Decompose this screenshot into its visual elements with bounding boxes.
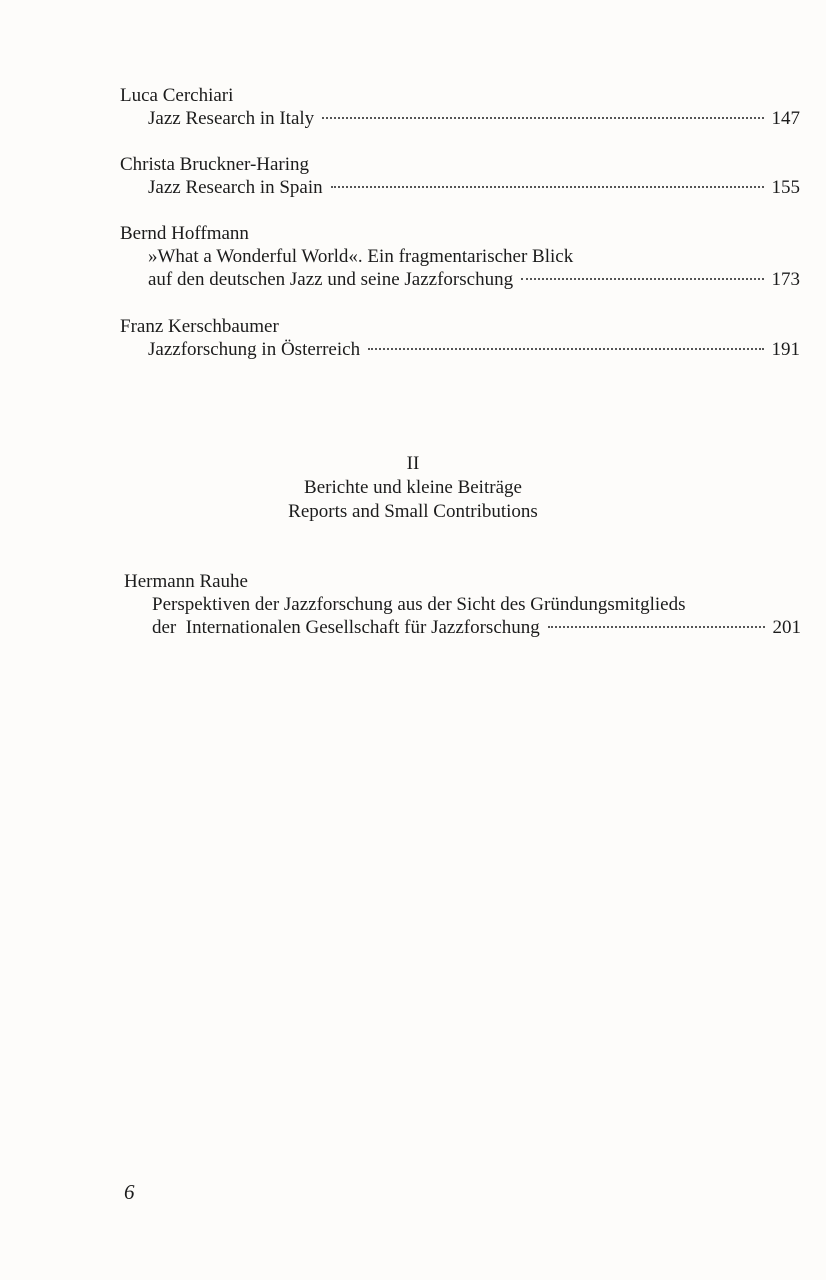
- toc-entry: [120, 222, 800, 291]
- entry-author: Bernd Hoffmann: [120, 223, 249, 244]
- entry-title-line: [148, 268, 800, 291]
- dot-leader: [521, 278, 763, 280]
- entry-title: auf den deutschen Jazz und seine Jazzforschung: [148, 269, 514, 290]
- entry-author: Luca Cerchiari: [120, 85, 234, 106]
- entry-page-number: 155: [771, 177, 800, 198]
- entry-author: Christa Bruckner-Haring: [120, 154, 310, 175]
- toc-entry: [120, 153, 800, 199]
- entry-author: Hermann Rauhe: [124, 571, 248, 592]
- page-number: 6: [124, 1180, 135, 1204]
- entry-title: Jazz Research in Spain: [148, 177, 323, 198]
- entry-title-line: »What a Wonderful World«. Ein fragmentarischer Blick: [148, 246, 574, 267]
- entry-page-number: 201: [772, 617, 801, 638]
- entry-title: Jazz Research in Italy: [148, 108, 315, 129]
- entry-title: der Internationalen Gesellschaft für Jazzforschung: [152, 617, 540, 638]
- dot-leader: [368, 348, 763, 350]
- dot-leader: [322, 117, 763, 119]
- toc-entry: [124, 570, 801, 639]
- entry-title-line: [152, 616, 801, 639]
- entry-page-number: 191: [771, 339, 800, 360]
- entry-page-number: 173: [771, 269, 800, 290]
- entry-title-line: [148, 107, 800, 130]
- entry-title: Jazzforschung in Österreich: [148, 339, 361, 360]
- section-title-en: Reports and Small Contributions: [288, 501, 538, 522]
- section-heading: [0, 452, 826, 524]
- section-title-de: Berichte und kleine Beiträge: [304, 477, 522, 498]
- dot-leader: [548, 626, 765, 628]
- section-numeral: II: [406, 453, 420, 474]
- entry-title-line: Perspektiven der Jazzforschung aus der Sicht des Gründungsmitglieds: [152, 594, 686, 615]
- entry-page-number: 147: [771, 108, 800, 129]
- dot-leader: [331, 186, 764, 188]
- entry-title-line: [148, 176, 800, 199]
- entry-author: Franz Kerschbaumer: [120, 316, 279, 337]
- toc-entry: [120, 84, 800, 130]
- toc-entry: [120, 315, 800, 361]
- entry-title-line: [148, 338, 800, 361]
